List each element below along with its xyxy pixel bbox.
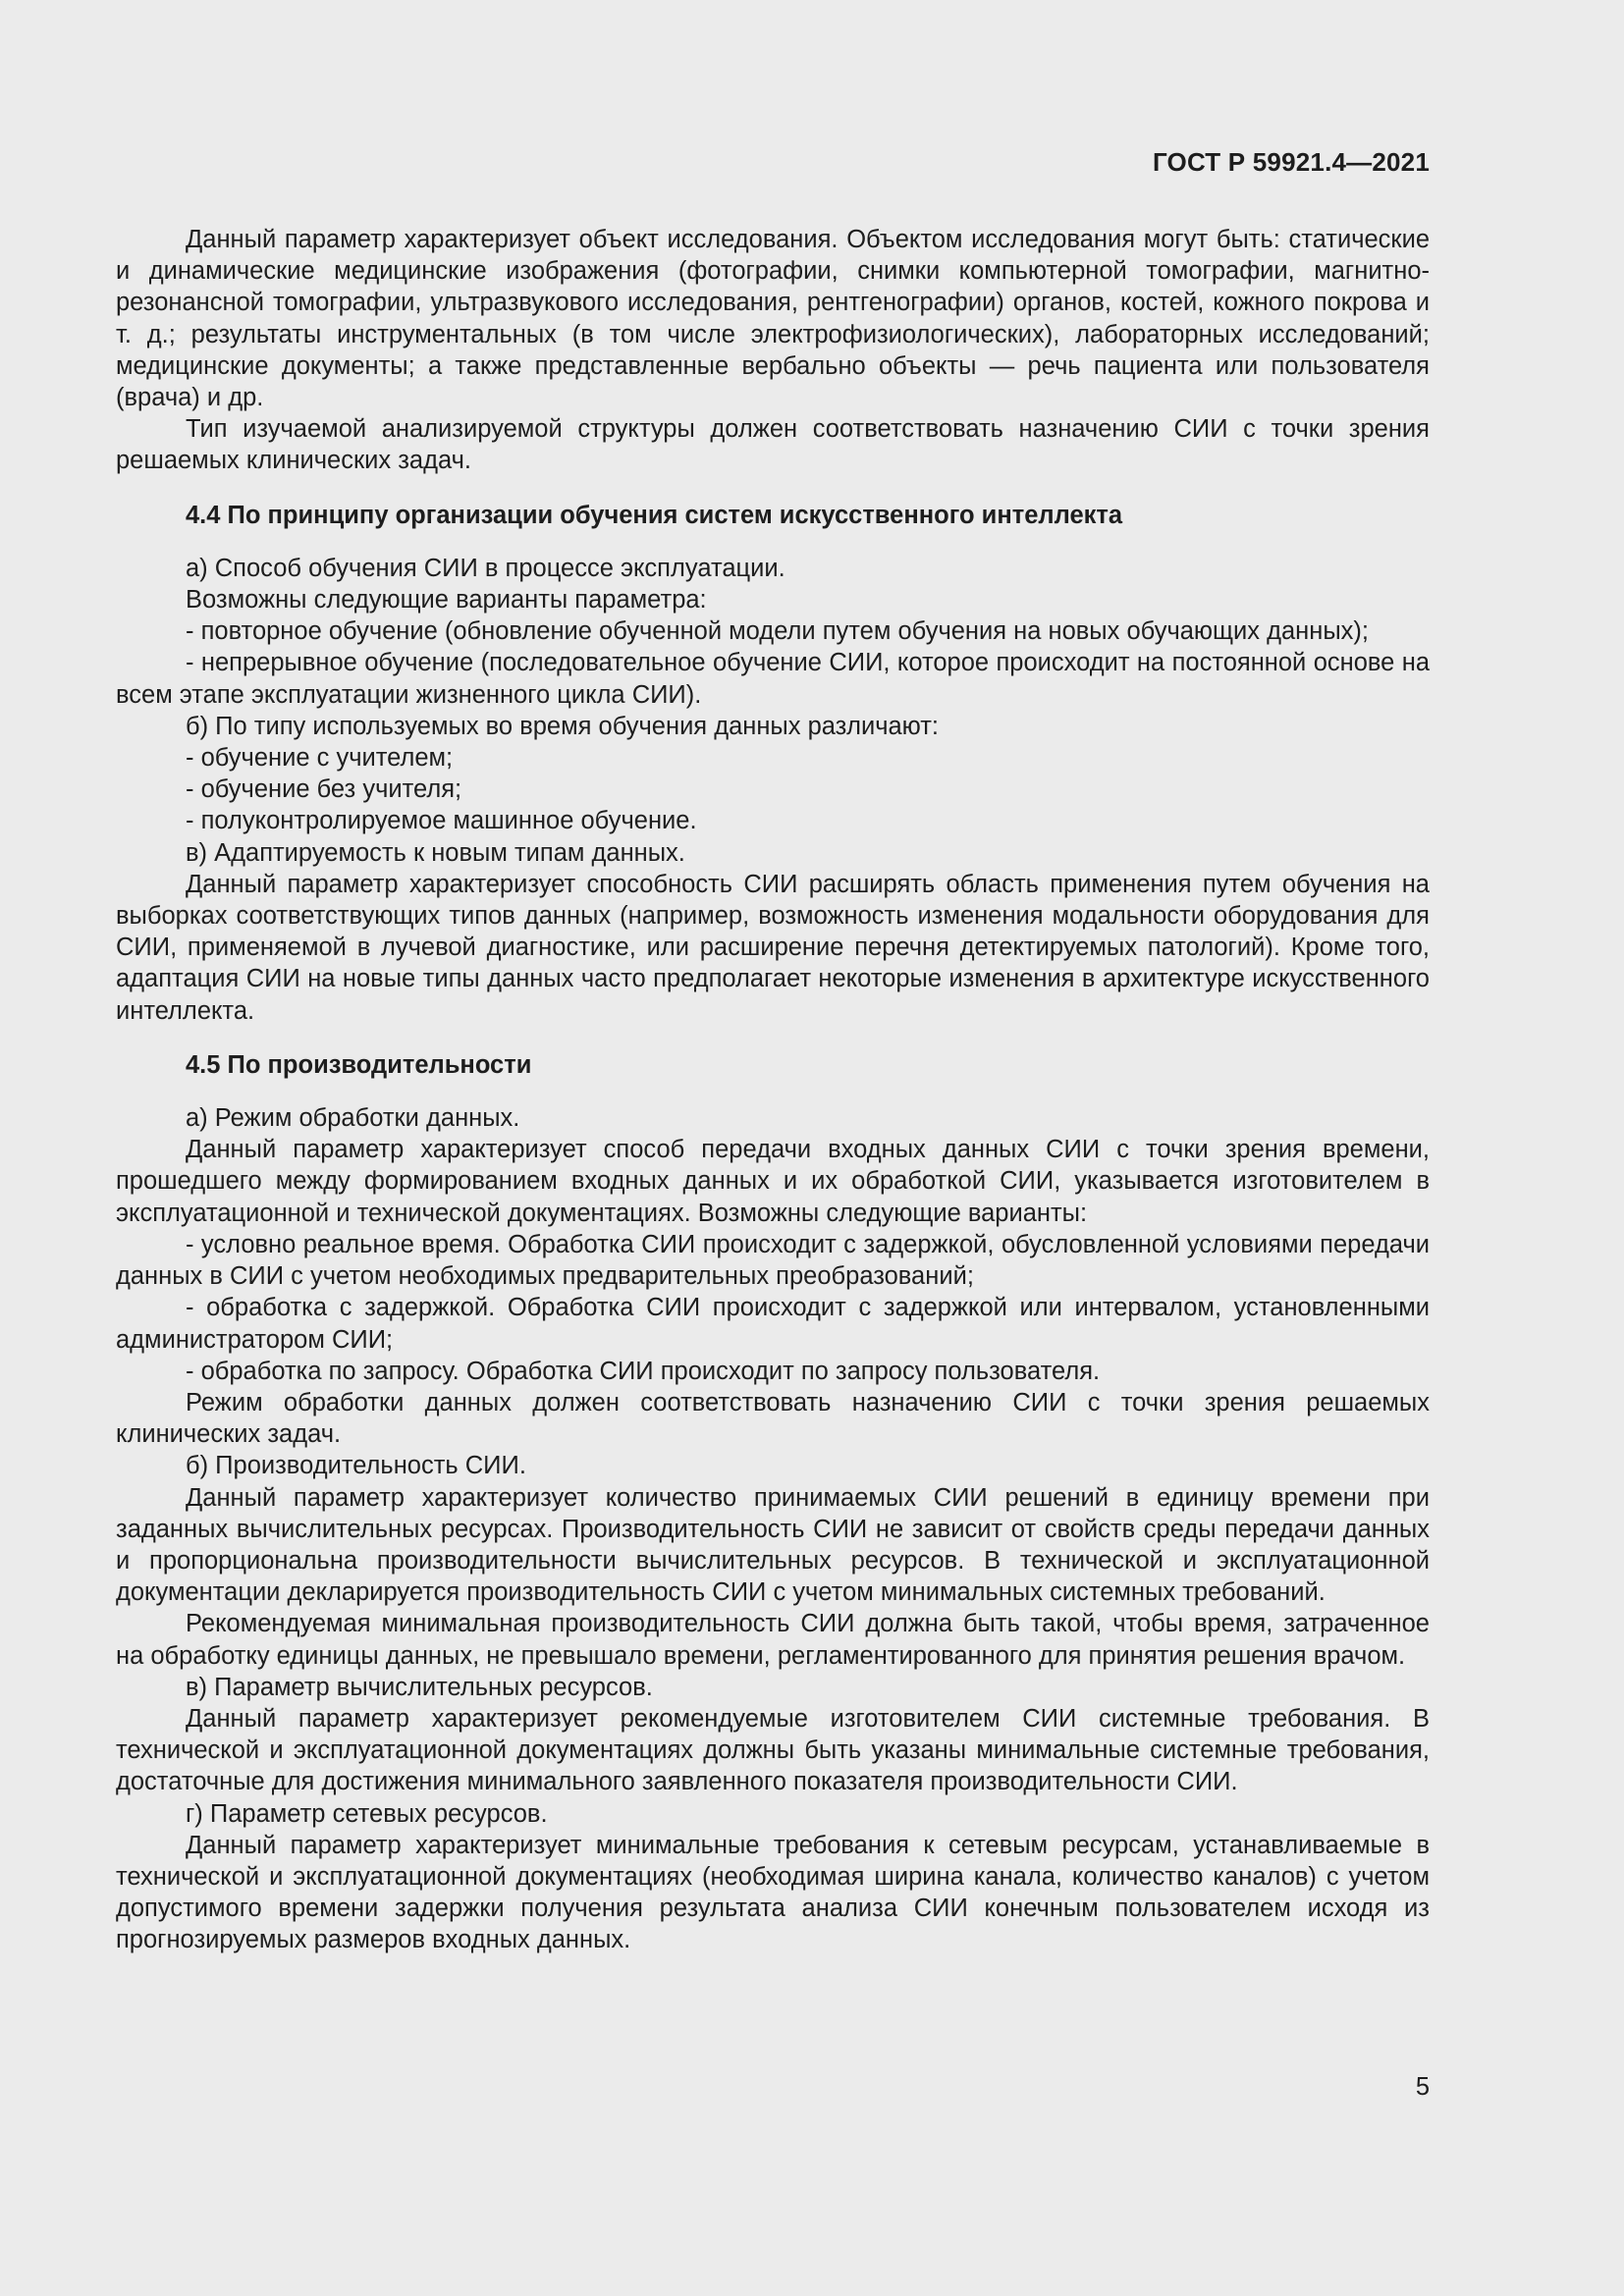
document-standard-number: ГОСТ Р 59921.4—2021 (1152, 147, 1430, 177)
paragraph: Тип изучаемой анализируемой структуры должен соответствовать назначению СИИ с точки зрения решаемых клинических задач. (116, 415, 1430, 475)
paragraph: Возможны следующие варианты параметра: (186, 586, 707, 614)
paragraph: Данный параметр характеризует рекомендуемые изготовителем СИИ системные требования. В технической и эксплуатационной документациях должны быть указаны минимальные системные требования, достаточные для достижения минимального заявленного показателя производительности СИИ. (116, 1704, 1430, 1796)
paragraph: Режим обработки данных должен соответствовать назначению СИИ с точки зрения решаемых клинических задач. (116, 1388, 1430, 1449)
list-item: - обучение без учителя; (186, 775, 462, 804)
paragraph: г) Параметр сетевых ресурсов. (186, 1799, 548, 1828)
paragraph: Данный параметр характеризует минимальные требования к сетевым ресурсам, устанавливаемые в технической и эксплуатационной документациях (необходимая ширина канала, количество каналов) с учетом допустимого времени задержки получения результата анализа СИИ конечным пользователем исходя из прогнозируемых размеров входных данных. (116, 1831, 1430, 1954)
list-item: - обработка по запросу. Обработка СИИ происходит по запросу пользователя. (186, 1357, 1101, 1385)
paragraph: а) Способ обучения СИИ в процессе эксплуатации. (186, 554, 785, 582)
document-page (116, 0, 1430, 2296)
paragraph: а) Режим обработки данных. (186, 1104, 520, 1133)
paragraph: в) Параметр вычислительных ресурсов. (186, 1673, 653, 1701)
page-number: 5 (1415, 2073, 1430, 2101)
document-body (116, 224, 1430, 1956)
paragraph: б) Производительность СИИ. (186, 1452, 526, 1480)
list-item: - непрерывное обучение (последовательное обучение СИИ, которое происходит на постоянной основе на всем этапе эксплуатации жизненного цикла СИИ). (116, 649, 1430, 709)
paragraph: в) Адаптируемость к новым типам данных. (186, 838, 685, 867)
section-heading-4-4: 4.4 По принципу организации обучения систем искусственного интеллекта (186, 501, 1123, 529)
paragraph: Данный параметр характеризует количество принимаемых СИИ решений в единицу времени при заданных вычислительных ресурсах. Производительность СИИ не зависит от свойств среды передачи данных и пропорциональна производительности вычислительных ресурсов. В технической и эксплуатационной документации декларируется производительность СИИ с учетом минимальных системных требований. (116, 1483, 1430, 1607)
list-item: - условно реальное время. Обработка СИИ происходит с задержкой, обусловленной условиями передачи данных в СИИ с учетом необходимых предварительных преобразований; (116, 1230, 1430, 1291)
list-item: - полуконтролируемое машинное обучение. (186, 807, 697, 835)
list-item: - повторное обучение (обновление обученной модели путем обучения на новых обучающих данных); (186, 617, 1369, 646)
paragraph: Рекомендуемая минимальная производительность СИИ должна быть такой, чтобы время, затраченное на обработку единицы данных, не превышало времени, регламентированного для принятия решения врачом. (116, 1610, 1430, 1670)
paragraph: Данный параметр характеризует объект исследования. Объектом исследования могут быть: статические и динамические медицинские изображения (фотографии, снимки компьютерной томографии, магнитно-резонансной томографии, ультразвукового исследования, рентгенографии) органов, костей, кожного покрова и т. д.; результаты инструментальных (в том числе электрофизиологических), лабораторных исследований; медицинские документы; а также представленные вербально объекты — речь пациента или пользователя (врача) и др. (116, 226, 1430, 412)
list-item: - обработка с задержкой. Обработка СИИ происходит с задержкой или интервалом, установленными администратором СИИ; (116, 1294, 1430, 1354)
paragraph: Данный параметр характеризует способность СИИ расширять область применения путем обучения на выборках соответствующих типов данных (например, возможность изменения модальности оборудования для СИИ, применяемой в лучевой диагностике, или расширение перечня детектируемых патологий). Кроме того, адаптация СИИ на новые типы данных часто предполагает некоторые изменения в архитектуре искусственного интеллекта. (116, 870, 1430, 1025)
paragraph: б) По типу используемых во время обучения данных различают: (186, 712, 939, 740)
section-heading-4-5: 4.5 По производительности (186, 1050, 532, 1079)
list-item: - обучение с учителем; (186, 744, 454, 773)
paragraph: Данный параметр характеризует способ передачи входных данных СИИ с точки зрения времени, прошедшего между формированием входных данных и их обработкой СИИ, указывается изготовителем в эксплуатационной и технической документациях. Возможны следующие варианты: (116, 1136, 1430, 1227)
